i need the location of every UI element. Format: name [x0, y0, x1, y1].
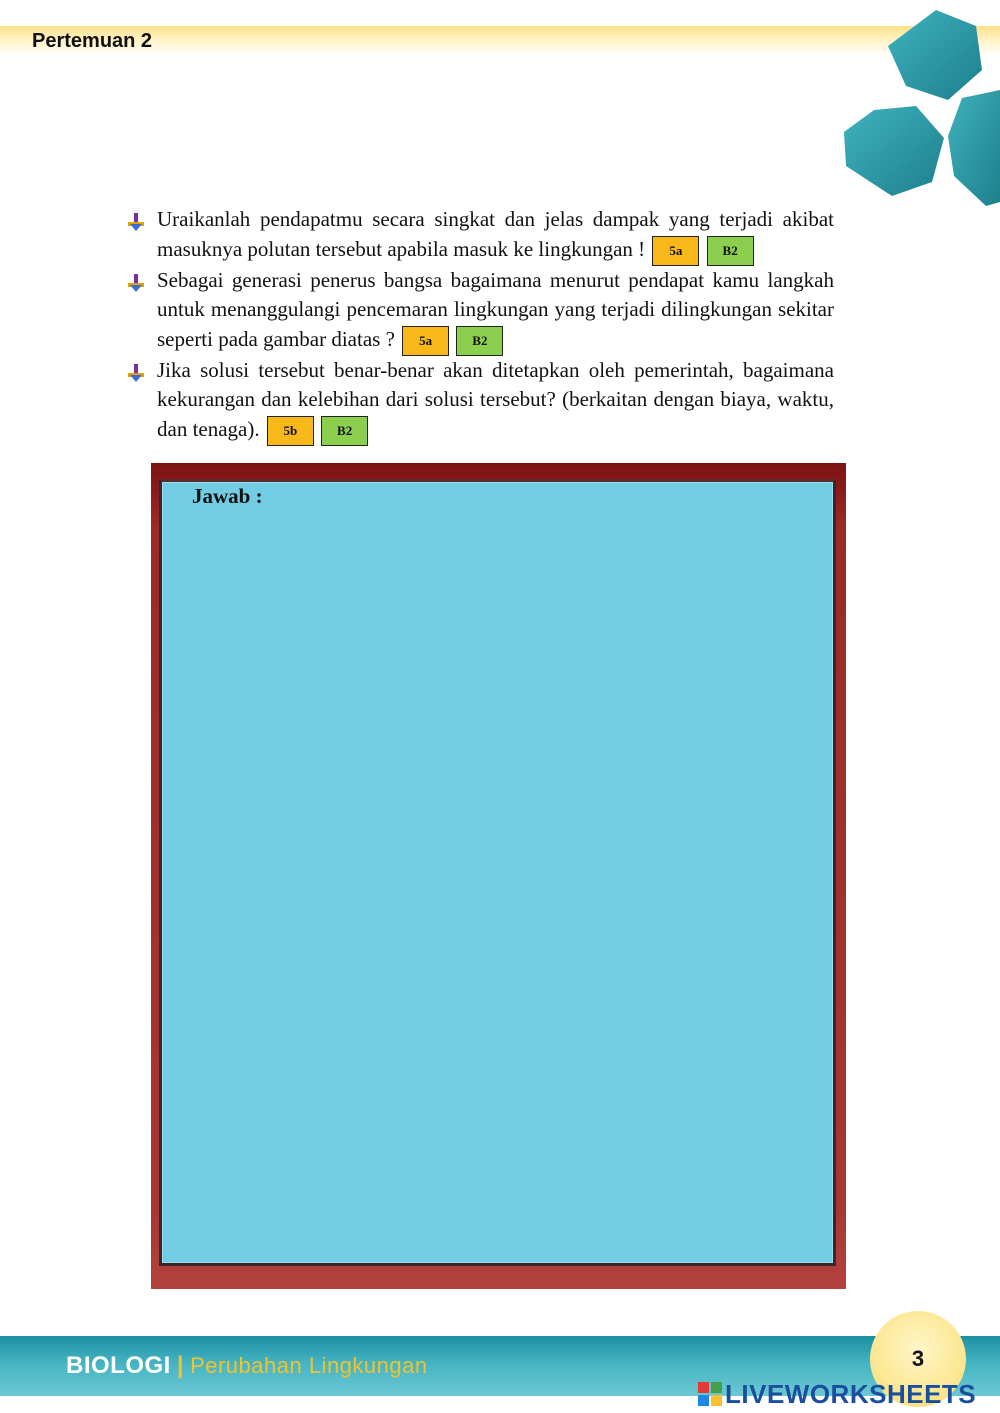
footer-topic: Perubahan Lingkungan [190, 1353, 428, 1378]
question-text: Uraikanlah pendapatmu secara singkat dan jelas dampak yang terjadi akibat masuknya polutan tersebut apabila masuk ke lingkungan ! [157, 207, 834, 261]
question-tag-level: 5a [402, 326, 449, 356]
question-item [126, 266, 834, 356]
footer-separator: | [176, 1352, 185, 1379]
question-tag-level: 5a [652, 236, 699, 266]
liveworksheets-logo-icon [697, 1381, 723, 1407]
hexagon-decoration [836, 6, 1000, 226]
watermark-text: LIVEWORKSHEETS [725, 1378, 977, 1409]
answer-input-area[interactable] [159, 479, 836, 1266]
question-text: Sebagai generasi penerus bangsa bagaimana menurut pendapat kamu langkah untuk menanggulangi pencemaran lingkungan yang terjadi dilingkungan sekitar seperti pada gambar diatas ? [157, 267, 834, 351]
page-number: 3 [911, 1346, 925, 1371]
page-title: Pertemuan 2 [32, 30, 153, 52]
footer-title [66, 1352, 428, 1380]
question-list [126, 205, 834, 446]
arrow-bullet-icon [126, 273, 146, 293]
question-tag-bloom: B2 [321, 416, 368, 446]
arrow-bullet-icon [126, 363, 146, 383]
question-tag-bloom: B2 [456, 326, 503, 356]
liveworksheets-watermark [697, 1378, 976, 1410]
answer-label: Jawab : [192, 484, 263, 508]
answer-frame [151, 463, 846, 1289]
arrow-bullet-icon [126, 212, 146, 232]
footer-subject: BIOLOGI [66, 1352, 171, 1379]
question-item [126, 205, 834, 266]
question-tag-bloom: B2 [707, 236, 754, 266]
question-item [126, 356, 834, 446]
question-tag-level: 5b [267, 416, 314, 446]
question-text: Jika solusi tersebut benar-benar akan ditetapkan oleh pemerintah, bagaimana kekurangan dan kelebihan dari solusi tersebut? (berkaitan dengan biaya, waktu, dan tenaga). [157, 357, 834, 441]
